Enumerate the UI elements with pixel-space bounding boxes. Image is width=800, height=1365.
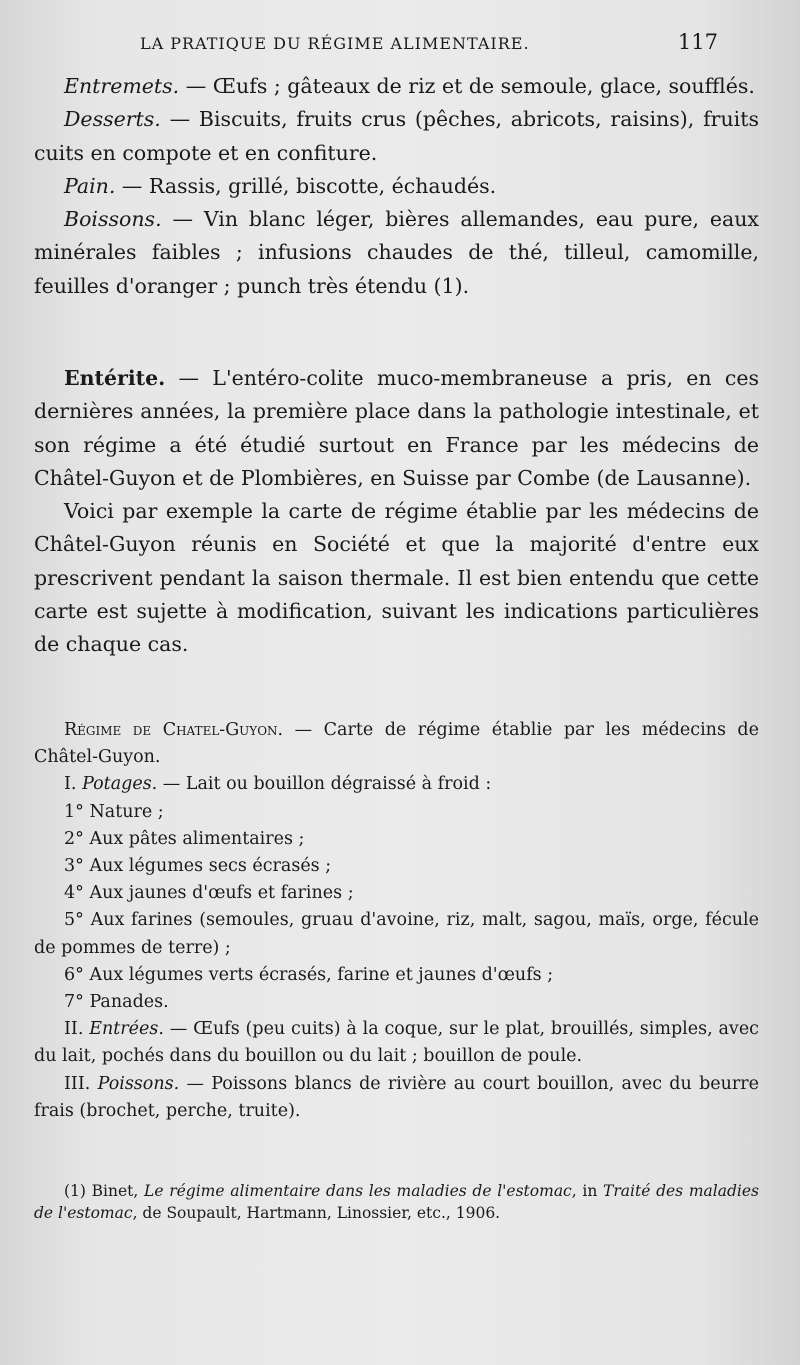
potage-item: 3° Aux légumes secs écrasés ; [64,856,332,877]
entrees-entry [34,1016,759,1070]
potage-item: 6° Aux légumes verts écrasés, farine et jaunes d'œufs ; [64,964,554,985]
poissons-text: — Poissons blancs de rivière au court bouillon, avec du beurre frais (brochet, perche, truite). [34,1073,759,1121]
pain-entry [34,170,759,203]
potage-item: 2° Aux pâtes alimentaires ; [64,828,305,849]
enterite-heading: Entérite. [64,366,166,390]
entremets-text: — Œufs ; gâteaux de riz et de semoule, glace, soufflés. [179,74,755,98]
footnote-prefix: (1) Binet, [64,1182,145,1200]
potages-text: — Lait ou bouillon dégraissé à froid : [157,774,492,795]
potages-entry [34,771,759,798]
desserts-entry [34,103,759,170]
footnote-mid: , in [571,1182,604,1200]
footnote-text [34,1180,759,1224]
regime-intro-text: — Carte de régime établie par les médecins de Châtel-Guyon. [34,720,759,768]
page-number: 117 [677,30,718,54]
regime-title: Régime de Chatel-Guyon. [64,720,284,740]
footnote [34,1180,759,1224]
potage-item: 7° Panades. [64,992,169,1013]
pain-label: Pain. [64,173,116,198]
poissons-label: Poissons. [97,1073,180,1094]
boissons-label: Boissons. [64,207,162,232]
entrees-num: II. [64,1019,84,1040]
boissons-text: — Vin blanc léger, bières allemandes, eau pure, eaux minérales faibles ; infusions chaudes de thé, tilleul, camomille, feuilles d'oranger ; punch très étendu (1). [34,207,759,298]
enterite-paragraph-2: Voici par exemple la carte de régime établie par les médecins de Châtel-Guyon réunis en Société et que la majorité d'entre eux prescrivent pendant la saison thermale. Il est bien entendu que cette carte est sujette à modification, suivant les indications particulières de chaque cas. [34,499,759,657]
diet-list [34,70,759,303]
footnote-suffix: , de Soupault, Hartmann, Linossier, etc., 1906. [132,1204,501,1222]
poissons-num: III. [64,1073,91,1094]
regime-intro [34,717,759,771]
desserts-label: Desserts. [64,107,161,132]
entrees-text: — Œufs (peu cuits) à la coque, sur le plat, brouillés, simples, avec du lait, pochés dans du bouillon ou du lait ; bouillon de poule. [34,1019,759,1067]
poissons-entry [34,1071,759,1125]
pain-text: — Rassis, grillé, biscotte, échaudés. [115,173,497,198]
entremets-entry [34,70,759,103]
enterite-para1-text: — L'entéro-colite muco-membraneuse a pris, en ces dernières années, la première place dans la pathologie intestinale, et son régime a été étudié surtout en France par les médecins de Châtel-Guyon et de Plombières, en Suisse par Combe (de Lausanne). [34,366,759,490]
enterite-section [34,362,759,662]
footnote-title-2: Traité des maladies de l'estomac [34,1182,759,1222]
potage-item: 1° Nature ; [64,801,164,822]
desserts-text: — Biscuits, fruits crus (pêches, abricots, raisins), fruits cuits en compote et en confiture. [34,107,759,165]
potages-num: I. [64,774,77,795]
entremets-label: Entremets. [64,74,180,98]
running-head: LA PRATIQUE DU RÉGIME ALIMENTAIRE. [140,34,530,53]
potage-item: 4° Aux jaunes d'œufs et farines ; [64,883,354,904]
boissons-entry [34,203,759,303]
potages-label: Potages. [82,774,158,795]
enterite-paragraph-1 [34,362,759,495]
footnote-title-1: Le régime alimentaire dans les maladies de l'estomac [144,1182,572,1200]
regime-section [34,717,759,1125]
entrees-label: Entrées. [89,1019,164,1040]
potage-item: 5° Aux farines (semoules, gruau d'avoine, riz, malt, sagou, maïs, orge, fécule de pommes de terre) ; [34,910,759,958]
